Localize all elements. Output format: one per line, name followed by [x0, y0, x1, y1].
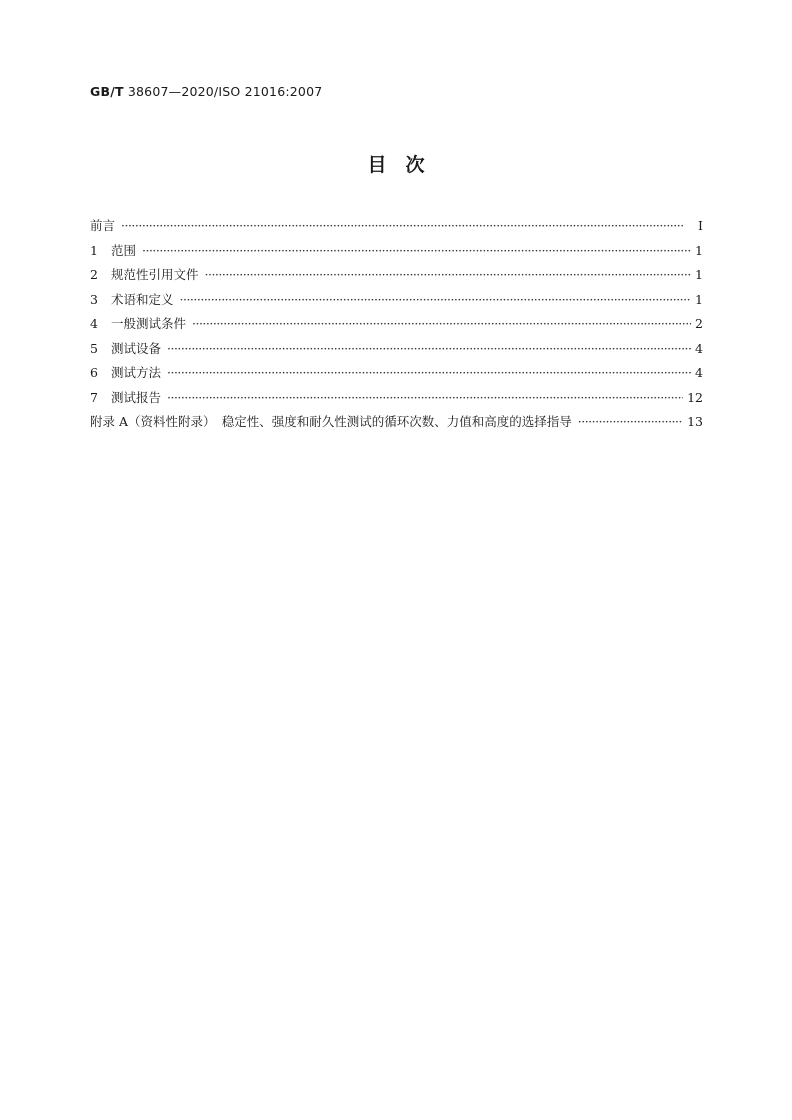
toc-entry-number: 4	[90, 316, 98, 331]
document-code	[90, 84, 322, 99]
toc-entry-number: 3	[90, 291, 98, 307]
toc-entry-label: 附录 A（资料性附录） 稳定性、强度和耐久性测试的循环次数、力值和高度的选择指导	[90, 414, 572, 429]
toc-entry-test-methods[interactable]	[90, 363, 703, 388]
toc-entry-number: 2	[90, 267, 98, 282]
toc-entry-label: 一般测试条件	[111, 316, 187, 331]
toc-leader-dots	[180, 292, 691, 307]
toc-title: 目 次	[367, 154, 425, 176]
toc-leader-dots	[142, 243, 691, 258]
toc-leader-dots	[121, 218, 691, 233]
toc-leader-dots	[578, 414, 683, 429]
toc-entry-number: 5	[90, 340, 98, 356]
toc-entry-number: 1	[90, 242, 98, 258]
table-of-contents	[90, 216, 703, 437]
document-code-number: 38607—2020/ISO 21016:2007	[123, 84, 323, 99]
toc-entry-page: 1	[695, 242, 703, 258]
toc-entry-scope[interactable]	[90, 241, 703, 266]
toc-entry-page: 13	[687, 414, 703, 429]
toc-leader-dots	[167, 341, 691, 356]
toc-entry-number: 7	[90, 389, 98, 405]
toc-entry-page: 4	[695, 365, 703, 380]
toc-entry-label: 前言	[90, 218, 116, 233]
toc-entry-terms-definitions[interactable]	[90, 290, 703, 315]
toc-entry-annex-a[interactable]	[90, 412, 703, 437]
toc-entry-number: 6	[90, 365, 98, 380]
toc-leader-dots	[205, 267, 691, 282]
document-code-prefix: GB/T	[90, 84, 124, 99]
toc-leader-dots	[167, 365, 691, 380]
toc-leader-dots	[167, 390, 683, 405]
toc-entry-foreword[interactable]	[90, 216, 703, 241]
toc-entry-label: 测试设备	[111, 340, 162, 356]
toc-entry-page: Ⅰ	[698, 218, 703, 233]
toc-entry-label: 测试方法	[111, 365, 162, 380]
toc-entry-test-report[interactable]	[90, 388, 703, 413]
toc-entry-test-equipment[interactable]	[90, 339, 703, 364]
toc-entry-page: 1	[695, 267, 703, 282]
toc-entry-label: 测试报告	[111, 389, 162, 405]
toc-entry-normative-references[interactable]	[90, 265, 703, 290]
toc-entry-label: 规范性引用文件	[111, 267, 199, 282]
toc-entry-page: 12	[687, 389, 703, 405]
toc-leader-dots	[192, 316, 691, 331]
toc-entry-general-test-conditions[interactable]	[90, 314, 703, 339]
toc-entry-label: 术语和定义	[111, 291, 174, 307]
toc-entry-page: 2	[695, 316, 703, 331]
toc-entry-label: 范围	[111, 242, 137, 258]
toc-entry-page: 4	[695, 340, 703, 356]
toc-entry-page: 1	[695, 291, 703, 307]
